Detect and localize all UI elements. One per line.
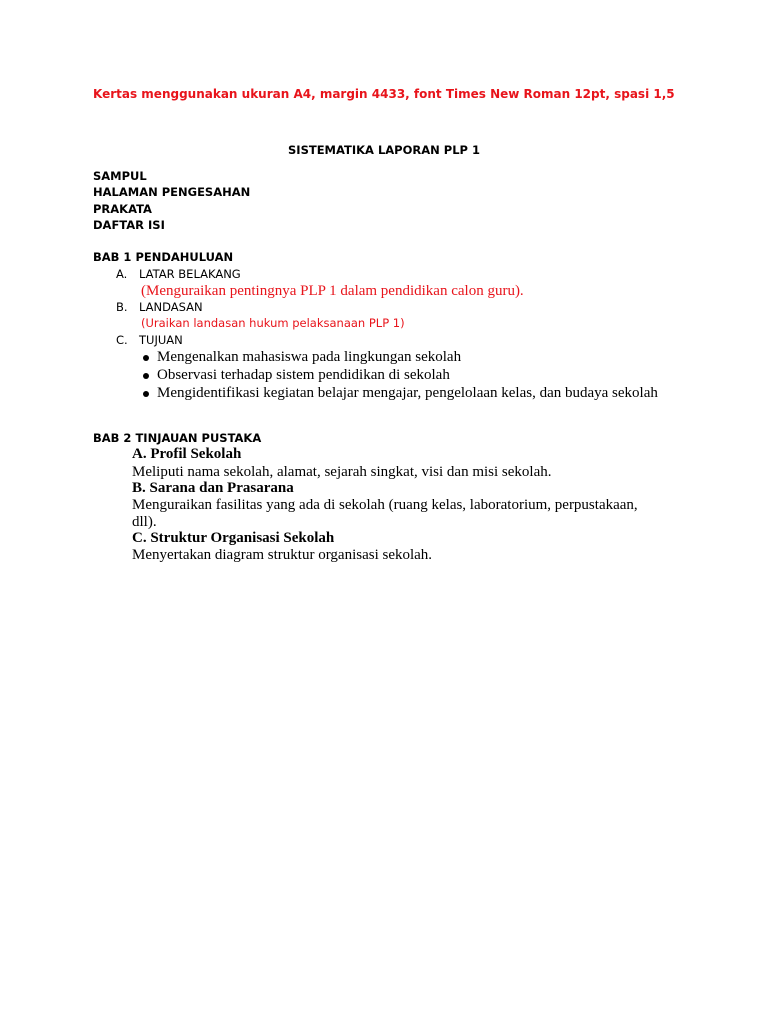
chapter-1-heading: BAB 1 PENDAHULUAN [93, 250, 234, 264]
front-matter-item: DAFTAR ISI [93, 218, 165, 232]
subsection-marker: A. [116, 267, 128, 281]
section-body: Menguraikan fasilitas yang ada di sekolah (ruang kelas, laboratorium, perpustakaan, [132, 497, 638, 513]
document-title: SISTEMATIKA LAPORAN PLP 1 [288, 143, 480, 157]
list-item: Mengenalkan mahasiswa pada lingkungan sekolah [157, 349, 462, 365]
subsection-label-landasan: LANDASAN [139, 300, 203, 314]
front-matter-item: PRAKATA [93, 202, 152, 216]
front-matter-item: HALAMAN PENGESAHAN [93, 185, 251, 199]
subsection-label-tujuan: TUJUAN [139, 333, 183, 347]
subsection-marker: C. [116, 333, 128, 347]
list-item: Mengidentifikasi kegiatan belajar mengajar, pengelolaan kelas, dan budaya sekolah [157, 385, 658, 401]
formatting-note: Kertas menggunakan ukuran A4, margin 4433, font Times New Roman 12pt, spasi 1,5 [93, 87, 675, 101]
section-body: Meliputi nama sekolah, alamat, sejarah singkat, visi dan misi sekolah. [132, 464, 552, 480]
list-item: Observasi terhadap sistem pendidikan di sekolah [157, 367, 450, 383]
bullet-icon [143, 373, 149, 379]
subsection-label-latar-belakang: LATAR BELAKANG [139, 267, 241, 281]
section-body: dll). [132, 514, 157, 530]
section-title-struktur-organisasi: C. Struktur Organisasi Sekolah [132, 530, 335, 546]
chapter-2-heading: BAB 2 TINJAUAN PUSTAKA [93, 431, 262, 445]
front-matter-item: SAMPUL [93, 169, 147, 183]
bullet-icon [143, 391, 149, 397]
section-title-profil-sekolah: A. Profil Sekolah [132, 446, 242, 462]
subsection-marker: B. [116, 300, 128, 314]
latar-belakang-note: (Menguraikan pentingnya PLP 1 dalam pendidikan calon guru). [141, 283, 524, 299]
section-body: Menyertakan diagram struktur organisasi sekolah. [132, 547, 433, 563]
landasan-note: (Uraikan landasan hukum pelaksanaan PLP 1) [141, 316, 405, 330]
section-title-sarana-prasarana: B. Sarana dan Prasarana [132, 480, 294, 496]
bullet-icon [143, 355, 149, 361]
